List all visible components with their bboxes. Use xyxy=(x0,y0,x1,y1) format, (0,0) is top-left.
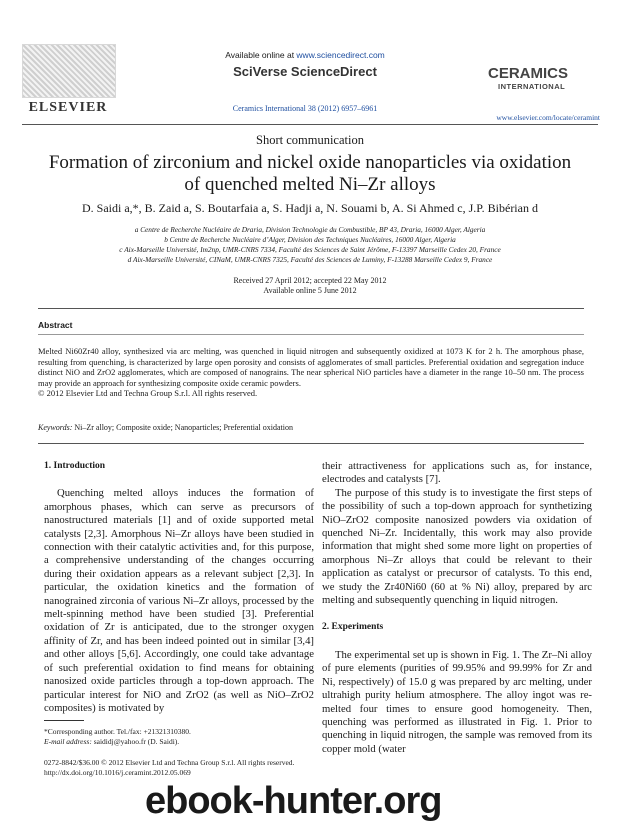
abstract-head-divider xyxy=(38,334,584,335)
abstract-top-divider xyxy=(38,308,584,309)
available-date: Available online 5 June 2012 xyxy=(263,286,357,295)
footnote-divider xyxy=(44,720,84,721)
right-paragraph-1: their attractiveness for applications such as, for instance, electrodes and catalysts [7]. xyxy=(322,460,592,486)
publisher-name: ELSEVIER xyxy=(28,100,108,115)
article-title: Formation of zirconium and nickel oxide nanoparticles via oxidation of quenched melted Ni–Zr alloys xyxy=(48,152,572,195)
email-line xyxy=(44,737,324,747)
abstract-copyright: © 2012 Elsevier Ltd and Techna Group S.r.l. All rights reserved. xyxy=(38,388,258,399)
affiliation-c: c Aix-Marseille Université, Im2np, UMR-CNRS 7334, Faculté des Sciences de Saint Jérôme, F-13397 Marseille Cedex 20, France xyxy=(119,245,501,254)
email-label: E-mail address: xyxy=(44,737,94,746)
affiliation-a: a Centre de Recherche Nucléaire de Draria, Division Technologie du Combustible, BP 43, Draria, 16000 Alger, Algeria xyxy=(134,225,486,234)
journal-reference[interactable]: Ceramics International 38 (2012) 6957–6961 xyxy=(232,104,378,113)
corresponding-author: *Corresponding author. Tel./fax: +21321310380. xyxy=(44,727,191,736)
issn-line: 0272-8842/$36.00 © 2012 Elsevier Ltd and Techna Group S.r.l. All rights reserved. xyxy=(44,758,295,767)
abstract-block xyxy=(38,346,584,399)
doi-link[interactable]: http://dx.doi.org/10.1016/j.ceramint.2012.05.069 xyxy=(44,768,191,777)
article-type: Short communication xyxy=(256,133,364,147)
abstract-heading: Abstract xyxy=(38,320,73,330)
available-online xyxy=(210,50,400,60)
sciencedirect-link[interactable]: www.sciencedirect.com xyxy=(296,50,385,60)
header-divider xyxy=(22,124,598,125)
experiments-paragraph: The experimental set up is shown in Fig. 1. The Zr–Ni alloy of pure elements (purities of 99.95% and 99.99% for Zr and Ni, respectively) of 15.0 g was prepared by arc melting, under ultrahigh purity helium atmosphere. The alloy ingot was re-melted four times to ensure good homogeneity. Then, quenching was performed as illustrated in Fig. 1. Prior to quenching in liquid nitrogen, the sample was removed from its copper mold (water xyxy=(322,648,592,755)
keywords-list: Ni–Zr alloy; Composite oxide; Nanoparticles; Preferential oxidation xyxy=(74,423,293,432)
elsevier-logo xyxy=(22,44,114,115)
abstract-text: Melted Ni60Zr40 alloy, synthesized via arc melting, was quenched in liquid nitrogen and subsequently oxidized at 1073 K for 2 h. The amorphous phase, resulting from quenching, is characterized by large open porosity and consists of agglomerates of small particles. Preferential oxidation and segregation induce distinct NiO and ZrO2 agglomerates, which are composed of nanograins. The near spherical NiO particles have a diameter in the range 10–50 nm. The process may provide an approach for synthesizing composite oxide ceramic powders. xyxy=(38,346,584,388)
available-online-prefix: Available online at xyxy=(225,50,297,60)
intro-heading: 1. Introduction xyxy=(44,461,106,471)
journal-logo-subtitle: INTERNATIONAL xyxy=(498,82,566,91)
right-column xyxy=(322,460,592,756)
right-paragraph-2: The purpose of this study is to investigate the first steps of the possibility of such a top-down approach for synthetizing NiO–ZrO2 composite nanosized powders via oxidation of quenched Ni–Zr. Incidentally, this work may also provide information that might shed some more light on properties of amorphous Ni–Zr alloys that could be relevant to their application as catalyst or precursor of catalysts. To this end, we study the Zr40Ni60 (60 at % Ni) alloy, prepared by arc melting and subsequently quenching in liquid nitrogen. xyxy=(322,486,592,607)
journal-url-link[interactable]: www.elsevier.com/locate/ceramint xyxy=(496,113,600,122)
received-dates: Received 27 April 2012; accepted 22 May 2012 xyxy=(233,276,387,285)
journal-logo-title: CERAMICS xyxy=(488,65,569,82)
platform-name: SciVerse ScienceDirect xyxy=(233,64,377,79)
email-address[interactable]: saididj@yahoo.fr (D. Saidi). xyxy=(93,737,180,746)
left-column xyxy=(44,460,314,715)
watermark: ebook-hunter.org xyxy=(145,780,442,822)
affiliation-d: d Aix-Marseille Université, CINaM, UMR-CNRS 7325, Faculté des Sciences de Luminy, F-13288 Marseille Cedex 9, France xyxy=(127,255,493,264)
abstract-bottom-divider xyxy=(38,443,584,444)
keywords-label: Keywords: xyxy=(38,423,73,432)
author-list: D. Saidi a,*, B. Zaid a, S. Boutarfaia a, S. Hadji a, N. Souami b, A. Si Ahmed c, J.P. Bibérian d xyxy=(82,201,538,215)
elsevier-tree-icon xyxy=(22,44,116,98)
experiments-heading: 2. Experiments xyxy=(322,622,384,633)
affiliation-b: b Centre de Recherche Nucléaire d’Alger, Division des Techniques Nucléaires, 16000 Alger, Algeria xyxy=(164,235,456,244)
intro-paragraph: Quenching melted alloys induces the formation of amorphous phases, which can serve as precursors of nanostructured materials [1] and of oxide supported metal catalysts [2,3]. Amorphous Ni–Zr alloys have been studied in connection with their catalytic activities and, for this purpose, a comprehensive understanding of the changes occurring during their oxidation appears as a relevant subject [2,3]. In particular, the oxidation kinetics and the formation of nanograined zirconia of various Ni–Zr alloys, processed by the melt-spinning method have been studied [3]. Preferential oxidation of Zr is anticipated, due to the stronger oxygen affinity of Zr, and has been indeed pointed out in similar [3,4] and other alloys [5,6]. Accordingly, one could take advantage of such preferential oxidation to find means for obtaining nanosized oxide particles through a top-down approach. The particular interest for NiO and ZrO2 (as well as NiO–ZrO2 composites) is motivated by xyxy=(44,487,314,714)
keywords xyxy=(38,423,584,432)
